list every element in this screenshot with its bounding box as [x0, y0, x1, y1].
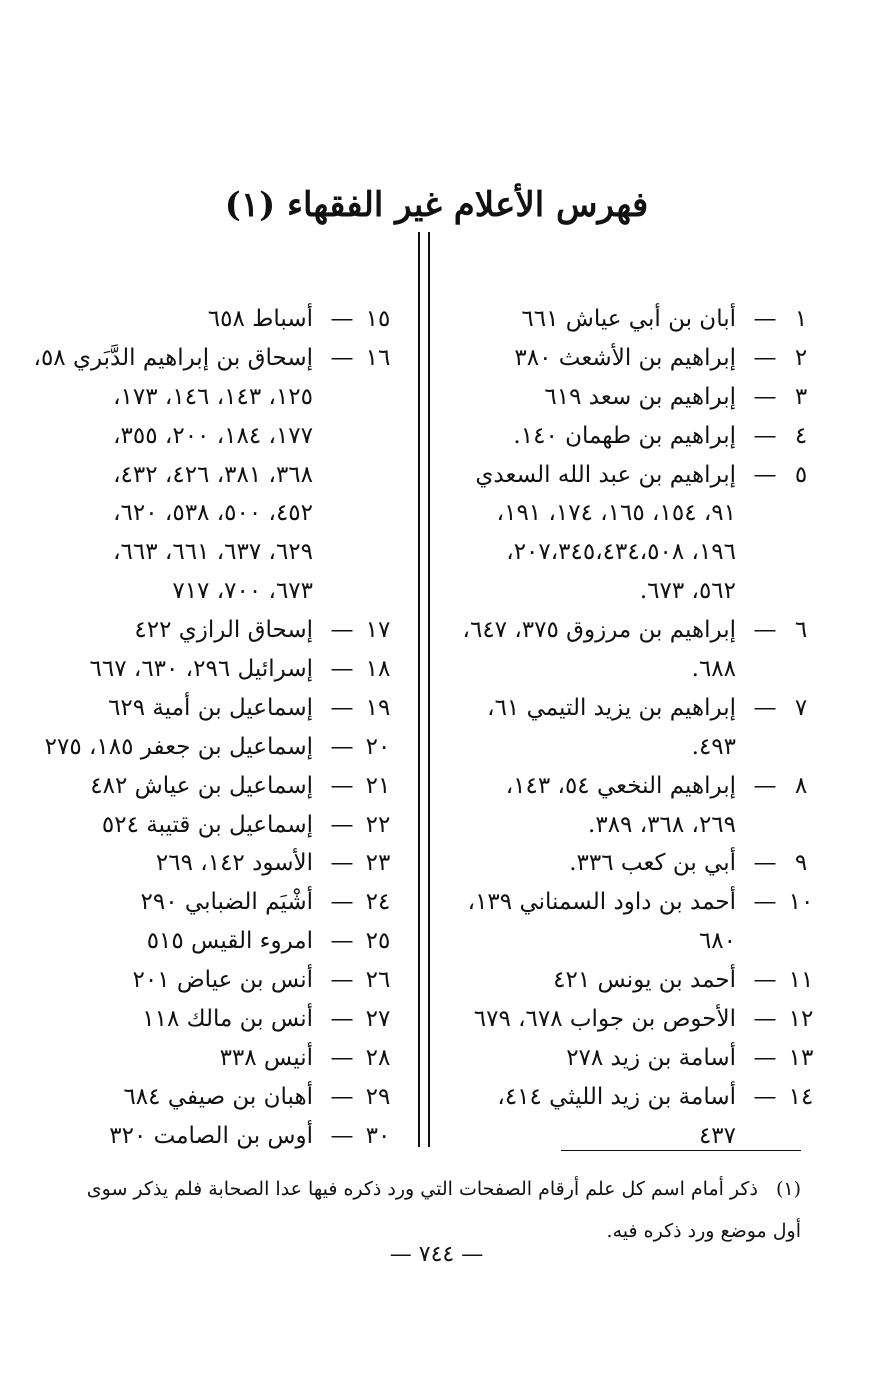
entry-number: ٢٥ — [365, 928, 391, 955]
index-entry-line — [35, 961, 395, 1000]
entry-text: إبراهيم بن عبد الله السعدي — [475, 461, 736, 488]
entry-text: إسرائيل ٢٩٦، ٦٣٠، ٦٦٧ — [89, 656, 313, 683]
footnote-separator — [561, 1150, 801, 1151]
index-entry-line — [458, 417, 818, 456]
entry-text: ٥٦٢، ٦٧٣. — [639, 578, 736, 605]
column-divider-rule — [418, 232, 420, 1147]
entry-text: إسماعيل بن عياش ٤٨٢ — [90, 772, 313, 799]
entry-dash: — — [330, 306, 354, 332]
entry-number: ١٥ — [365, 306, 391, 332]
entry-dash: — — [753, 461, 777, 488]
index-entry-line — [35, 650, 395, 689]
entry-number: ٦ — [794, 617, 808, 644]
entry-dash: — — [330, 694, 354, 721]
entry-dash: — — [753, 344, 777, 371]
entry-text: أبي بن كعب ٣٣٦. — [569, 850, 736, 877]
index-entry-line — [458, 922, 818, 961]
index-entry-line — [458, 494, 818, 533]
entry-number: ٢٢ — [365, 811, 391, 838]
index-entry-line — [35, 494, 395, 533]
entry-dash: — — [753, 967, 777, 994]
entry-text: امروء القيس ٥١٥ — [146, 928, 313, 955]
entry-dash: — — [330, 617, 354, 644]
footnote-text: ذكر أمام اسم كل علم أرقام الصفحات التي ورد ذكره فيها عدا الصحابة فلم يذكر سوى أول موضع ورد ذكره فيه. — [86, 1178, 801, 1242]
entry-text: ٦٨٨. — [691, 656, 736, 683]
page-number: — ٧٤٤ — — [389, 1242, 484, 1267]
index-entry-line — [35, 728, 395, 767]
index-entry-line — [458, 1039, 818, 1078]
entry-number: ٣ — [794, 383, 808, 410]
entry-text: أسامة بن زيد ٢٧٨ — [566, 1044, 736, 1071]
index-entry-line — [458, 611, 818, 650]
entry-text: ٦٧٣، ٧٠٠، ٧١٧ — [172, 578, 313, 605]
entry-dash: — — [753, 1006, 777, 1033]
entry-dash: — — [330, 889, 354, 916]
entry-text: إسحاق بن إبراهيم الدَّبَري ٥٨، — [33, 344, 313, 371]
entry-text: ٤٣٧ — [698, 1122, 736, 1149]
entry-text: أنس بن مالك ١١٨ — [142, 1006, 313, 1033]
entry-number: ٨ — [794, 772, 808, 799]
index-entry-line — [35, 611, 395, 650]
entry-dash: — — [330, 967, 354, 994]
entry-text: أنس بن عياض ٢٠١ — [132, 967, 313, 994]
entry-text: إبراهيم بن مرزوق ٣٧٥، ٦٤٧، — [462, 617, 736, 644]
entry-dash: — — [330, 344, 354, 371]
column-divider-rule — [428, 232, 430, 1147]
index-entry-line — [458, 572, 818, 611]
entry-number: ٢٧ — [365, 1006, 391, 1033]
entry-dash: — — [330, 1083, 354, 1110]
entry-dash: — — [330, 656, 354, 683]
index-entry-line — [458, 1078, 818, 1117]
index-column-left — [35, 300, 395, 1156]
entry-text: أوس بن الصامت ٣٢٠ — [109, 1122, 313, 1149]
entry-number: ١١ — [788, 967, 814, 994]
entry-number: ١٣ — [788, 1044, 814, 1071]
entry-text: إبراهيم بن يزيد التيمي ٦١، — [487, 694, 736, 721]
entry-dash: — — [330, 1044, 354, 1071]
entry-number: ٤ — [794, 422, 808, 449]
entry-text: إبراهيم بن سعد ٦١٩ — [544, 383, 736, 410]
entry-dash: — — [330, 1122, 354, 1149]
entry-number: ٢٠ — [365, 733, 391, 760]
entry-text: الأسود ١٤٢، ٢٦٩ — [155, 850, 313, 877]
index-entry-line — [35, 572, 395, 611]
entry-dash: — — [330, 772, 354, 799]
entry-dash: — — [753, 617, 777, 644]
entry-number: ١٦ — [365, 344, 391, 371]
entry-text: ٣٦٨، ٣٨١، ٤٢٦، ٤٣٢، — [113, 461, 313, 488]
entry-text: ٤٥٢، ٥٠٠، ٥٣٨، ٦٢٠، — [113, 500, 313, 527]
entry-dash: — — [330, 811, 354, 838]
entry-number: ١٤ — [788, 1083, 814, 1110]
entry-text: ٩١، ١٥٤، ١٦٥، ١٧٤، ١٩١، — [496, 500, 736, 527]
index-entry-line — [35, 767, 395, 806]
index-entry-line — [35, 1039, 395, 1078]
entry-number: ٢٤ — [365, 889, 391, 916]
entry-text: أحمد بن يونس ٤٢١ — [553, 967, 736, 994]
entry-number: ١ — [794, 306, 808, 332]
entry-dash: — — [753, 850, 777, 877]
entry-text: إسماعيل بن أمية ٦٢٩ — [108, 694, 313, 721]
entry-dash: — — [330, 850, 354, 877]
entry-text: أحمد بن داود السمناني ١٣٩، — [467, 889, 736, 916]
index-entry-line — [35, 922, 395, 961]
index-entry-line — [35, 883, 395, 922]
index-entry-line — [35, 1078, 395, 1117]
entry-dash: — — [753, 694, 777, 721]
entry-number: ٢٣ — [365, 850, 391, 877]
entry-dash: — — [753, 1083, 777, 1110]
entry-text: إبراهيم بن الأشعث ٣٨٠ — [514, 344, 736, 371]
index-entry-line — [35, 844, 395, 883]
entry-number: ٩ — [794, 850, 808, 877]
entry-dash: — — [330, 928, 354, 955]
entry-dash: — — [753, 383, 777, 410]
entry-text: أسامة بن زيد الليثي ٤١٤، — [497, 1083, 736, 1110]
index-entry-line — [458, 533, 818, 572]
entry-dash: — — [753, 1044, 777, 1071]
entry-text: أسباط ٦٥٨ — [207, 306, 313, 332]
index-entry-line — [35, 456, 395, 495]
entry-text: ١٩٦، ٢٠٧،٣٤٥،٤٣٤،٥٠٨، — [506, 539, 736, 566]
index-entry-line — [458, 456, 818, 495]
entry-text: الأحوص بن جواب ٦٧٨، ٦٧٩ — [473, 1006, 736, 1033]
entry-text: إبراهيم النخعي ٥٤، ١٤٣، — [505, 772, 736, 799]
index-entry-line — [458, 844, 818, 883]
entry-text: ٦٨٠ — [698, 928, 736, 955]
footnote-mark: (١) — [775, 1178, 801, 1200]
index-entry-line — [35, 339, 395, 378]
entry-number: ١٩ — [365, 694, 391, 721]
index-entry-line — [35, 689, 395, 728]
entry-number: ٢٨ — [365, 1044, 391, 1071]
entry-dash: — — [753, 889, 777, 916]
index-entry-line — [35, 1000, 395, 1039]
entry-text: ١٢٥، ١٤٣، ١٤٦، ١٧٣، — [113, 383, 313, 410]
entry-number: ٢٩ — [365, 1083, 391, 1110]
entry-dash: — — [753, 306, 777, 332]
entry-number: ٣٠ — [365, 1122, 391, 1149]
entry-text: أبان بن أبي عياش ٦٦١ — [521, 306, 736, 332]
entry-text: أهبان بن صيفي ٦٨٤ — [123, 1083, 313, 1110]
index-entry-line — [458, 767, 818, 806]
entry-text: أشْيَم الضبابي ٢٩٠ — [140, 889, 313, 916]
entry-text: إسماعيل بن قتيبة ٥٢٤ — [101, 811, 313, 838]
entry-dash: — — [753, 772, 777, 799]
entry-text: إسماعيل بن جعفر ١٨٥، ٢٧٥ — [44, 733, 313, 760]
entry-number: ٧ — [794, 694, 808, 721]
entry-text: إبراهيم بن طهمان ١٤٠. — [513, 422, 736, 449]
entry-dash: — — [330, 733, 354, 760]
entry-number: ٢١ — [365, 772, 391, 799]
entry-text: إسحاق الرازي ٤٢٢ — [134, 617, 313, 644]
index-entry-line — [458, 728, 818, 767]
index-entry-line — [35, 300, 395, 339]
index-entry-line — [458, 378, 818, 417]
page-title: فهرس الأعلام غير الفقهاء (١) — [224, 184, 649, 225]
index-entry-line — [458, 689, 818, 728]
index-entry-line — [458, 1000, 818, 1039]
index-entry-line — [35, 533, 395, 572]
index-entry-line — [458, 300, 818, 339]
entry-dash: — — [330, 1006, 354, 1033]
entry-number: ٢ — [794, 344, 808, 371]
entry-number: ١٧ — [365, 617, 391, 644]
entry-dash: — — [753, 422, 777, 449]
entry-number: ٥ — [794, 461, 808, 488]
index-entry-line — [35, 806, 395, 845]
entry-text: ١٧٧، ١٨٤، ٢٠٠، ٣٥٥، — [113, 422, 313, 449]
entry-text: ٦٢٩، ٦٣٧، ٦٦١، ٦٦٣، — [113, 539, 313, 566]
index-entry-line — [458, 650, 818, 689]
index-entry-line — [458, 339, 818, 378]
index-entry-line — [35, 1117, 395, 1156]
entry-number: ٢٦ — [365, 967, 391, 994]
index-entry-line — [35, 378, 395, 417]
entry-number: ١٨ — [365, 656, 391, 683]
index-entry-line — [458, 961, 818, 1000]
index-entry-line — [458, 806, 818, 845]
index-entry-line — [458, 883, 818, 922]
entry-text: ٤٩٣. — [691, 733, 736, 760]
entry-text: ٢٦٩، ٣٦٨، ٣٨٩. — [588, 811, 736, 838]
index-entry-line — [35, 417, 395, 456]
index-column-right — [458, 300, 818, 1156]
entry-text: أنيس ٣٣٨ — [219, 1044, 313, 1071]
entry-number: ١٠ — [788, 889, 814, 916]
entry-number: ١٢ — [788, 1006, 814, 1033]
